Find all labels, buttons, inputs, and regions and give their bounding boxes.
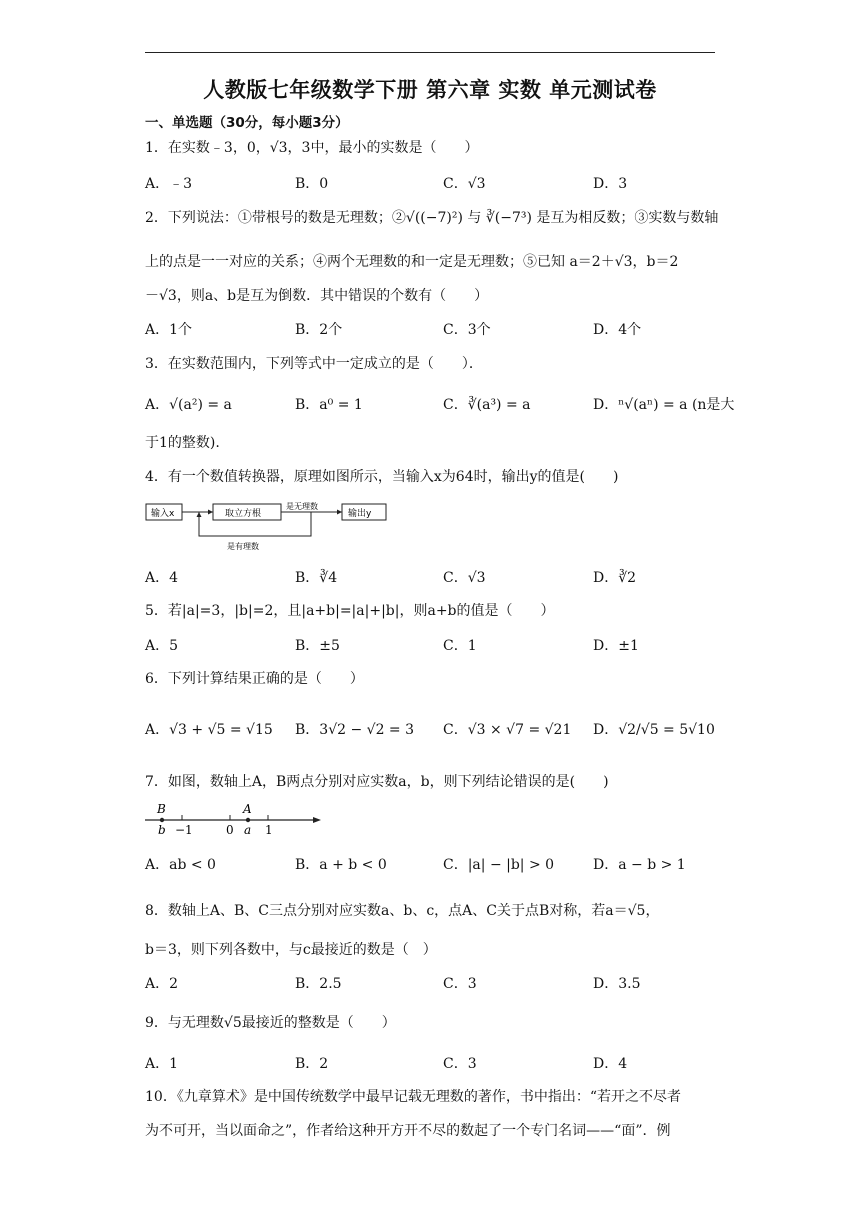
point-a-label: A [243,802,252,816]
q2-option-b: B．2个 [295,322,343,338]
q5-option-c: C．1 [443,638,477,654]
q1-option-c: C．√3 [443,176,486,192]
q1-option-b: B．0 [295,176,329,192]
q8-option-a: A．2 [145,976,179,992]
q9-option-d: D．4 [593,1056,628,1072]
q4-option-d: D．∛2 [593,570,637,586]
diagram-output-label: 输出y [348,509,372,519]
q3-option-c: C．∛(a³) = a [443,397,531,413]
q4-option-a: A．4 [145,570,179,586]
q1-option-a: A．﹣3 [145,176,193,192]
question-3-stem: 3．在实数范围内，下列等式中一定成立的是（ ）． [145,356,483,372]
question-6-stem: 6．下列计算结果正确的是（ ） [145,671,364,687]
q8-option-d: D．3.5 [593,976,641,992]
q7-option-c: C．|a| − |b| > 0 [443,857,555,873]
page-title: 人教版七年级数学下册 第六章 实数 单元测试卷 [203,78,657,102]
question-2-stem-line1: 2．下列说法：①带根号的数是无理数；②√((−7)²) 与 ∛(−7³) 是互为相反数；③实数与数轴 [145,210,719,226]
header-rule [145,52,715,53]
question-4-stem: 4．有一个数值转换器，原理如图所示，当输入x为64时，输出y的值是( ) [145,469,619,485]
q8-option-b: B．2.5 [295,976,342,992]
q6-option-a: A．√3 + √5 = √15 [145,722,273,738]
diagram-process-label: 取立方根 [225,509,262,519]
question-10-stem-line2: 为不可开，当以面命之”，作者给这种开方开不尽的数起了一个专门名词——“面”．例 [145,1123,671,1139]
q8-option-c: C．3 [443,976,477,992]
diagram-input-label: 输入x [151,509,175,519]
q5-option-a: A．5 [145,638,179,654]
question-7-stem: 7．如图，数轴上A，B两点分别对应实数a，b，则下列结论错误的是( ) [145,774,609,790]
q5-option-d: D．±1 [593,638,639,654]
section-heading: 一、单选题（30分，每小题3分） [145,115,349,131]
value-b-label: b [158,823,166,837]
diagram-rational-label: 是有理数 [227,542,259,551]
q3-option-d-continued: 于1的整数). [145,435,220,451]
question-8-stem-line2: b＝3，则下列各数中，与c最接近的数是（ ） [145,942,437,958]
q5-option-b: B．±5 [295,638,340,654]
q4-option-b: B．∛4 [295,570,338,586]
question-2-stem-line2: 上的点是一一对应的关系；④两个无理数的和一定是无理数；⑤已知 a＝2＋√3，b＝2 [145,254,679,270]
tick-one-label: 1 [265,823,273,837]
diagram-irrational-label: 是无理数 [286,502,318,511]
q7-option-a: A．ab < 0 [145,857,216,873]
q3-option-b: B．a⁰ = 1 [295,397,363,413]
q2-option-d: D．4个 [593,322,642,338]
converter-flow-diagram [145,500,390,555]
tick-minus-one-label: −1 [175,823,193,837]
q7-option-d: D．a − b > 1 [593,857,686,873]
q4-option-c: C．√3 [443,570,486,586]
q3-option-a: A．√(a²) = a [145,397,232,413]
question-5-stem: 5．若|a|=3，|b|=2，且|a+b|=|a|+|b|，则a+b的值是（ ） [145,603,555,619]
q9-option-b: B．2 [295,1056,329,1072]
q1-option-d: D．3 [593,176,628,192]
q3-option-d: D．ⁿ√(aⁿ) = a (n是大 [593,397,735,413]
q7-option-b: B．a + b < 0 [295,857,387,873]
number-line-figure [145,800,325,840]
question-9-stem: 9．与无理数√5最接近的整数是（ ） [145,1015,396,1031]
question-1-stem: 1．在实数﹣3，0，√3，3中，最小的实数是（ ） [145,140,479,156]
q9-option-a: A．1 [145,1056,179,1072]
tick-zero-label: 0 [226,823,234,837]
q2-option-c: C．3个 [443,322,491,338]
q6-option-c: C．√3 × √7 = √21 [443,722,572,738]
q2-option-a: A．1个 [145,322,193,338]
q9-option-c: C．3 [443,1056,477,1072]
question-10-stem-line1: 10．《九章算术》是中国传统数学中最早记载无理数的著作，书中指出：“若开之不尽者 [145,1089,681,1105]
point-b-label: B [157,802,166,816]
question-2-stem-line3: －√3，则a、b是互为倒数．其中错误的个数有（ ） [145,288,489,304]
question-8-stem-line1: 8．数轴上A、B、C三点分别对应实数a、b、c，点A、C关于点B对称，若a＝√5， [145,903,660,919]
q6-option-b: B．3√2 − √2 = 3 [295,722,415,738]
q6-option-d: D．√2/√5 = 5√10 [593,722,715,738]
value-a-label: a [244,823,252,837]
